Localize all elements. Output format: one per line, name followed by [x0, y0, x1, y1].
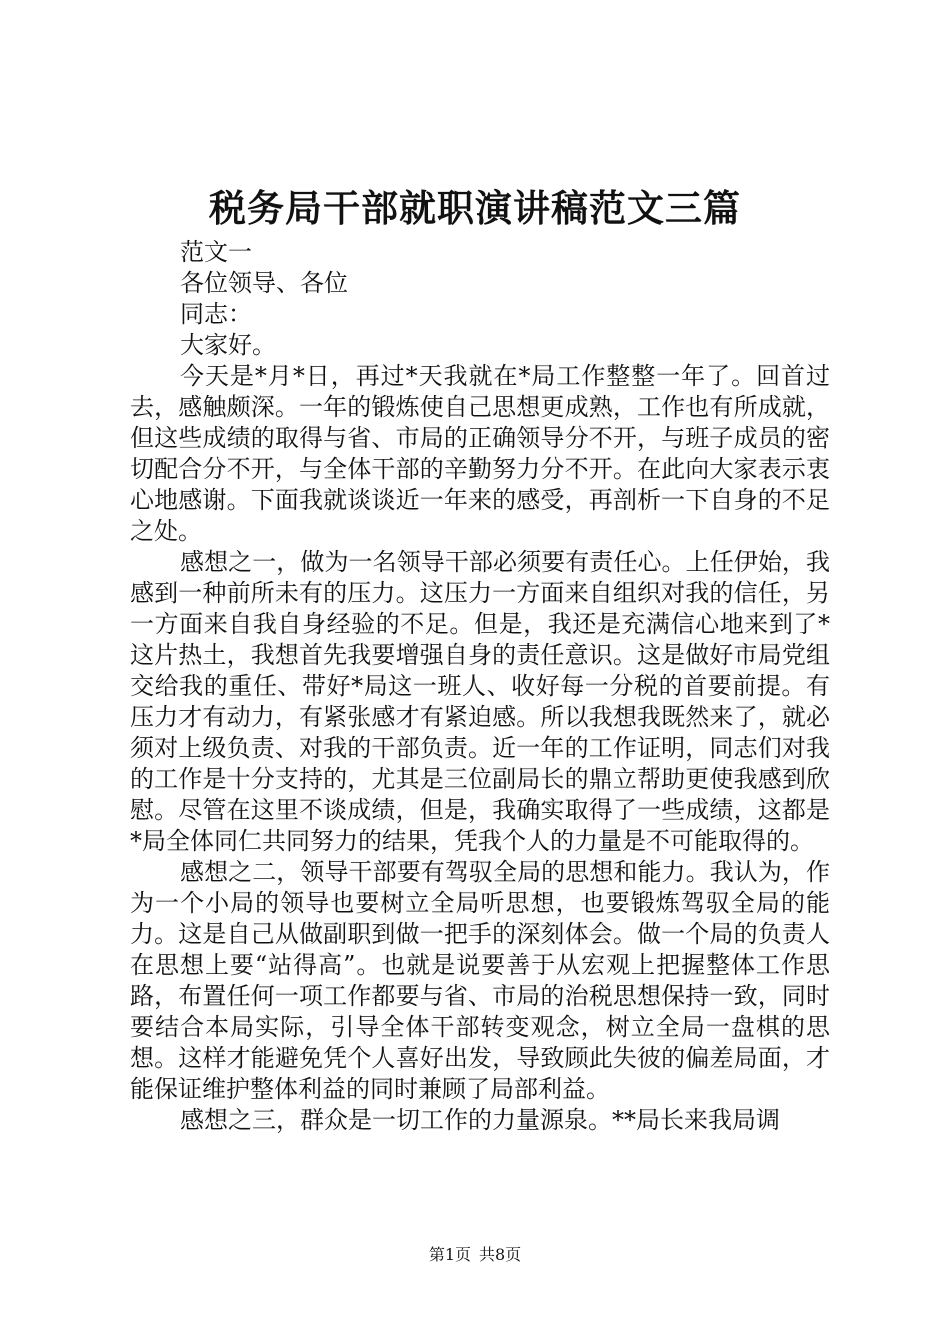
paragraph-thought-2: 感想之二，领导干部要有驾驭全局的思想和能力。我认为，作为一个小局的领导也要树立全局听思想，也要锻炼驾驭全局的能力。这是自己从做副职到做一把手的深刻体会。做一个局的负责人在思想上要“站得高”。也就是说要善于从宏观上把握整体工作思路，布置任何一项工作都要与省、市局的治税思想保持一致，同时要结合本局实际，引导全体干部转变观念，树立全局一盘棋的思想。这样才能避免凭个人喜好出发，导致顾此失彼的偏差局面，才能保证维护整体利益的同时兼顾了局部利益。 — [130, 858, 830, 1103]
paragraph-heading: 范文一 — [180, 238, 252, 266]
page-total: 共8页 — [479, 1245, 522, 1264]
paragraph-greeting: 大家好。 — [180, 331, 276, 359]
paragraph-salutation: 各位领导、各位 — [180, 269, 348, 297]
paragraph-thought-3: 感想之三，群众是一切工作的力量源泉。**局长来我局调 — [180, 1106, 780, 1134]
page-footer — [0, 1244, 950, 1266]
paragraph-intro: 今天是*月*日，再过*天我就在*局工作整整一年了。回首过去，感触颇深。一年的锻炼使自己思想更成熟，工作也有所成就，但这些成绩的取得与省、市局的正确领导分不开，与班子成员的密切配合分不开，与全体干部的辛勤努力分不开。在此向大家表示衷心地感谢。下面我就谈谈近一年来的感受，再剖析一下自身的不足之处。 — [130, 362, 830, 545]
paragraph-salutation-cont: 同志： — [180, 300, 252, 328]
document-body — [130, 237, 830, 1136]
page-number: 第1页 — [428, 1245, 471, 1264]
document-title: 税务局干部就职演讲稿范文三篇 — [209, 186, 741, 230]
paragraph-thought-1: 感想之一，做为一名领导干部必须要有责任心。上任伊始，我感到一种前所未有的压力。这压力一方面来自组织对我的信任，另一方面来自我自身经验的不足。但是，我还是充满信心地来到了*这片热土，我想首先我要增强自身的责任意识。这是做好市局党组交给我的重任、带好*局这一班人、收好每一分税的首要前提。有压力才有动力，有紧张感才有紧迫感。所以我想我既然来了，就必须对上级负责、对我的干部负责。近一年的工作证明，同志们对我的工作是十分支持的，尤其是三位副局长的鼎立帮助更使我感到欣慰。尽管在这里不谈成绩，但是，我确实取得了一些成绩，这都是*局全体同仁共同努力的结果，凭我个人的力量是不可能取得的。 — [130, 548, 830, 855]
